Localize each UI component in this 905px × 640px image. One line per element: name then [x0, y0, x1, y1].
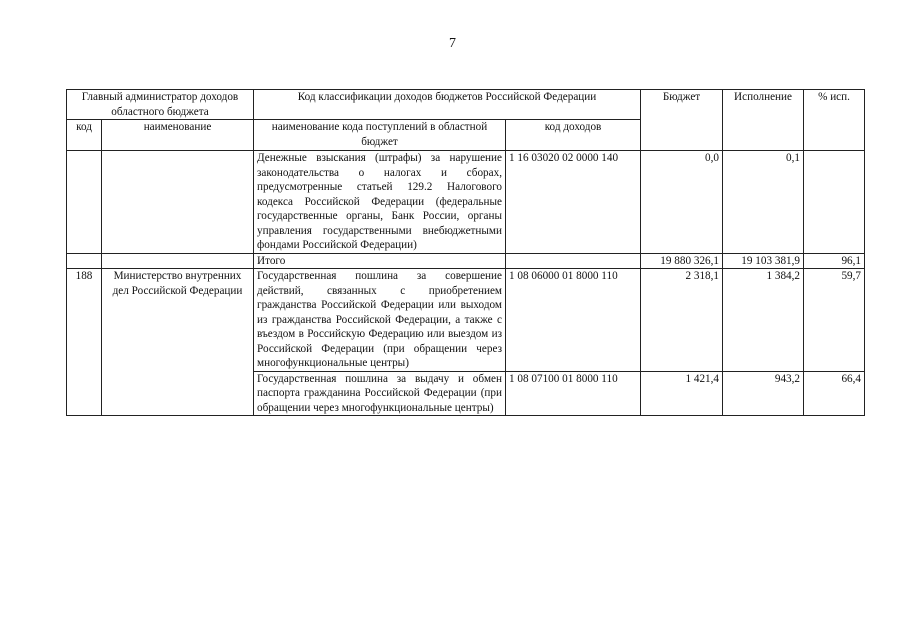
percent-cell: 66,4 — [804, 371, 865, 416]
header-execution: Исполнение — [723, 90, 804, 151]
page-number: 7 — [449, 36, 456, 51]
header-receipt-name: наименование кода поступлений в областной бюджет — [254, 120, 506, 151]
header-name: наименование — [102, 120, 254, 151]
budget-cell: 1 421,4 — [641, 371, 723, 416]
revenue-table — [66, 89, 865, 416]
header-percent: % исп. — [804, 90, 865, 151]
income-code-cell — [506, 253, 641, 269]
execution-cell: 1 384,2 — [723, 269, 804, 372]
execution-cell: 0,1 — [723, 151, 804, 254]
total-percent-cell: 96,1 — [804, 253, 865, 269]
income-code-cell: 1 08 06000 01 8000 110 — [506, 269, 641, 372]
admin-code-cell — [67, 151, 102, 254]
receipt-name-cell: Государственная пошлина за совершение действий, связанных с приобретением гражданства Российской Федерации или выходом из гражданства Российской Федерации, а также с въездом в Российскую Федерацию или выездом из Российской Федерации (при обращении через многофункциональные центры) — [254, 269, 506, 372]
header-admin-group: Главный администратор доходов областного бюджета — [67, 90, 254, 120]
header-code: код — [67, 120, 102, 151]
header-row-1 — [67, 90, 865, 120]
header-budget: Бюджет — [641, 90, 723, 151]
income-code-cell: 1 16 03020 02 0000 140 — [506, 151, 641, 254]
total-execution-cell: 19 103 381,9 — [723, 253, 804, 269]
header-income-code: код доходов — [506, 120, 641, 151]
execution-cell: 943,2 — [723, 371, 804, 416]
percent-cell: 59,7 — [804, 269, 865, 372]
table-row — [67, 151, 865, 254]
table-row — [67, 269, 865, 372]
budget-cell: 0,0 — [641, 151, 723, 254]
admin-code-cell: 188 — [67, 269, 102, 416]
empty-cell — [67, 253, 102, 269]
receipt-name-cell: Денежные взыскания (штрафы) за нарушение законодательства о налогах и сборах, предусмотренные статьей 129.2 Налогового кодекса Российской Федерации (федеральные государственные органы, Банк России, органы управления государственными внебюджетными фондами Российской Федерации) — [254, 151, 506, 254]
total-label-cell: Итого — [254, 253, 506, 269]
percent-cell — [804, 151, 865, 254]
empty-cell — [102, 253, 254, 269]
total-budget-cell: 19 880 326,1 — [641, 253, 723, 269]
receipt-name-cell: Государственная пошлина за выдачу и обмен паспорта гражданина Российской Федерации (при обращении через многофункциональные центры) — [254, 371, 506, 416]
header-classification-group: Код классификации доходов бюджетов Российской Федерации — [254, 90, 641, 120]
budget-cell: 2 318,1 — [641, 269, 723, 372]
admin-name-cell: Министерство внутренних дел Российской Федерации — [102, 269, 254, 416]
income-code-cell: 1 08 07100 01 8000 110 — [506, 371, 641, 416]
table-row-total — [67, 253, 865, 269]
admin-name-cell — [102, 151, 254, 254]
